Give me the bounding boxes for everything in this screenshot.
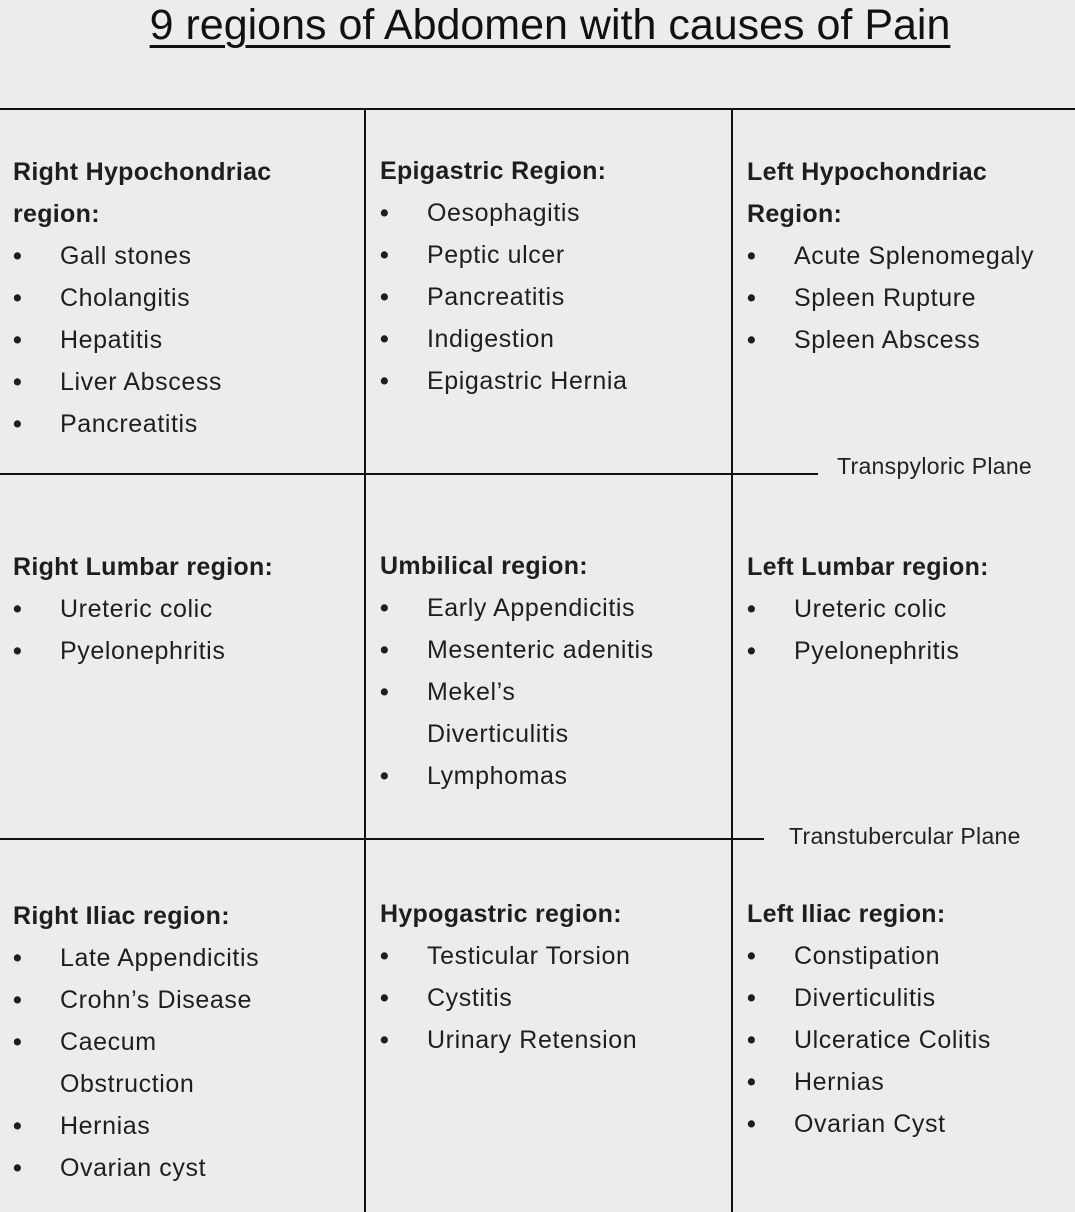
list-item: • Acute Splenomegaly (747, 235, 1047, 277)
list-item: • Peptic ulcer (380, 234, 725, 276)
list-item: • Spleen Abscess (747, 319, 1047, 361)
list-item: • Pancreatitis (380, 276, 725, 318)
region-heading: Epigastric Region: (380, 157, 607, 185)
list-item: • Constipation (747, 935, 1067, 977)
list-item: • Ureteric colic (747, 588, 1067, 630)
list-item: • Ovarian Cyst (747, 1103, 1067, 1145)
vertical-line-right (731, 108, 733, 1212)
region-heading: Hypogastric region: (380, 900, 622, 928)
list-item: • Pancreatitis (13, 403, 333, 445)
list-item: • Hernias (747, 1061, 1067, 1103)
list-item: • Mesenteric adenitis (380, 629, 725, 671)
region-heading: Left Iliac region: (747, 900, 946, 928)
cause-list (380, 192, 725, 402)
region-epigastric (380, 150, 725, 402)
region-heading: Umbilical region: (380, 552, 588, 580)
transtubercular-line-left (0, 838, 732, 840)
transtubercular-plane-label: Transtubercular Plane (789, 823, 1021, 849)
transpyloric-plane-label: Transpyloric Plane (837, 453, 1033, 479)
list-item: • Late Appendicitis (13, 937, 343, 979)
region-right-iliac (13, 895, 343, 1189)
region-right-lumbar (13, 546, 358, 672)
list-item: • Pyelonephritis (13, 630, 358, 672)
list-item: • Pyelonephritis (747, 630, 1067, 672)
list-item: • Hernias (13, 1105, 343, 1147)
page-title (0, 0, 1075, 48)
region-umbilical (380, 545, 725, 797)
cause-list (380, 935, 725, 1061)
region-heading: Right Lumbar region: (13, 553, 274, 581)
list-item: • Urinary Retension (380, 1019, 725, 1061)
list-item: • Early Appendicitis (380, 587, 725, 629)
list-item: • Oesophagitis (380, 192, 725, 234)
list-item: • Spleen Rupture (747, 277, 1047, 319)
region-left-iliac (747, 893, 1067, 1145)
list-item: • Crohn’s Disease (13, 979, 343, 1021)
list-item: • Cholangitis (13, 277, 333, 319)
list-item: • Indigestion (380, 318, 725, 360)
cause-list (13, 235, 333, 445)
list-item: • Epigastric Hernia (380, 360, 725, 402)
cause-list (380, 587, 725, 797)
list-item: • Testicular Torsion (380, 935, 725, 977)
cause-list (13, 588, 358, 672)
list-item: • Liver Abscess (13, 361, 333, 403)
list-item: • Gall stones (13, 235, 333, 277)
cause-list (13, 937, 343, 1189)
vertical-line-left (364, 108, 366, 1212)
list-item: • Lymphomas (380, 755, 725, 797)
list-item: • Diverticulitis (747, 977, 1067, 1019)
region-right-hypochondriac (13, 151, 333, 445)
region-heading: Right Hypochondriac region: (13, 158, 272, 228)
top-border-line (0, 108, 1075, 110)
transpyloric-line-right (732, 473, 818, 475)
region-hypogastric (380, 893, 725, 1061)
list-item: • Mekel’s Diverticulitis (380, 671, 607, 755)
region-heading: Left Hypochondriac Region: (747, 158, 988, 228)
list-item: • Hepatitis (13, 319, 333, 361)
cause-list (747, 235, 1047, 361)
list-item: • Caecum Obstruction (13, 1021, 250, 1105)
transpyloric-line-left (0, 473, 732, 475)
list-item: • Cystitis (380, 977, 725, 1019)
list-item: • Ovarian cyst (13, 1147, 343, 1189)
cause-list (747, 588, 1067, 672)
region-left-lumbar (747, 546, 1067, 672)
region-left-hypochondriac (747, 151, 1047, 361)
page-title-text: 9 regions of Abdomen with causes of Pain (149, 1, 951, 49)
list-item: • Ulceratice Colitis (747, 1019, 1067, 1061)
region-heading: Left Lumbar region: (747, 553, 989, 581)
transtubercular-line-right (732, 838, 764, 840)
region-heading: Right Iliac region: (13, 902, 230, 930)
list-item: • Ureteric colic (13, 588, 358, 630)
cause-list (747, 935, 1067, 1145)
